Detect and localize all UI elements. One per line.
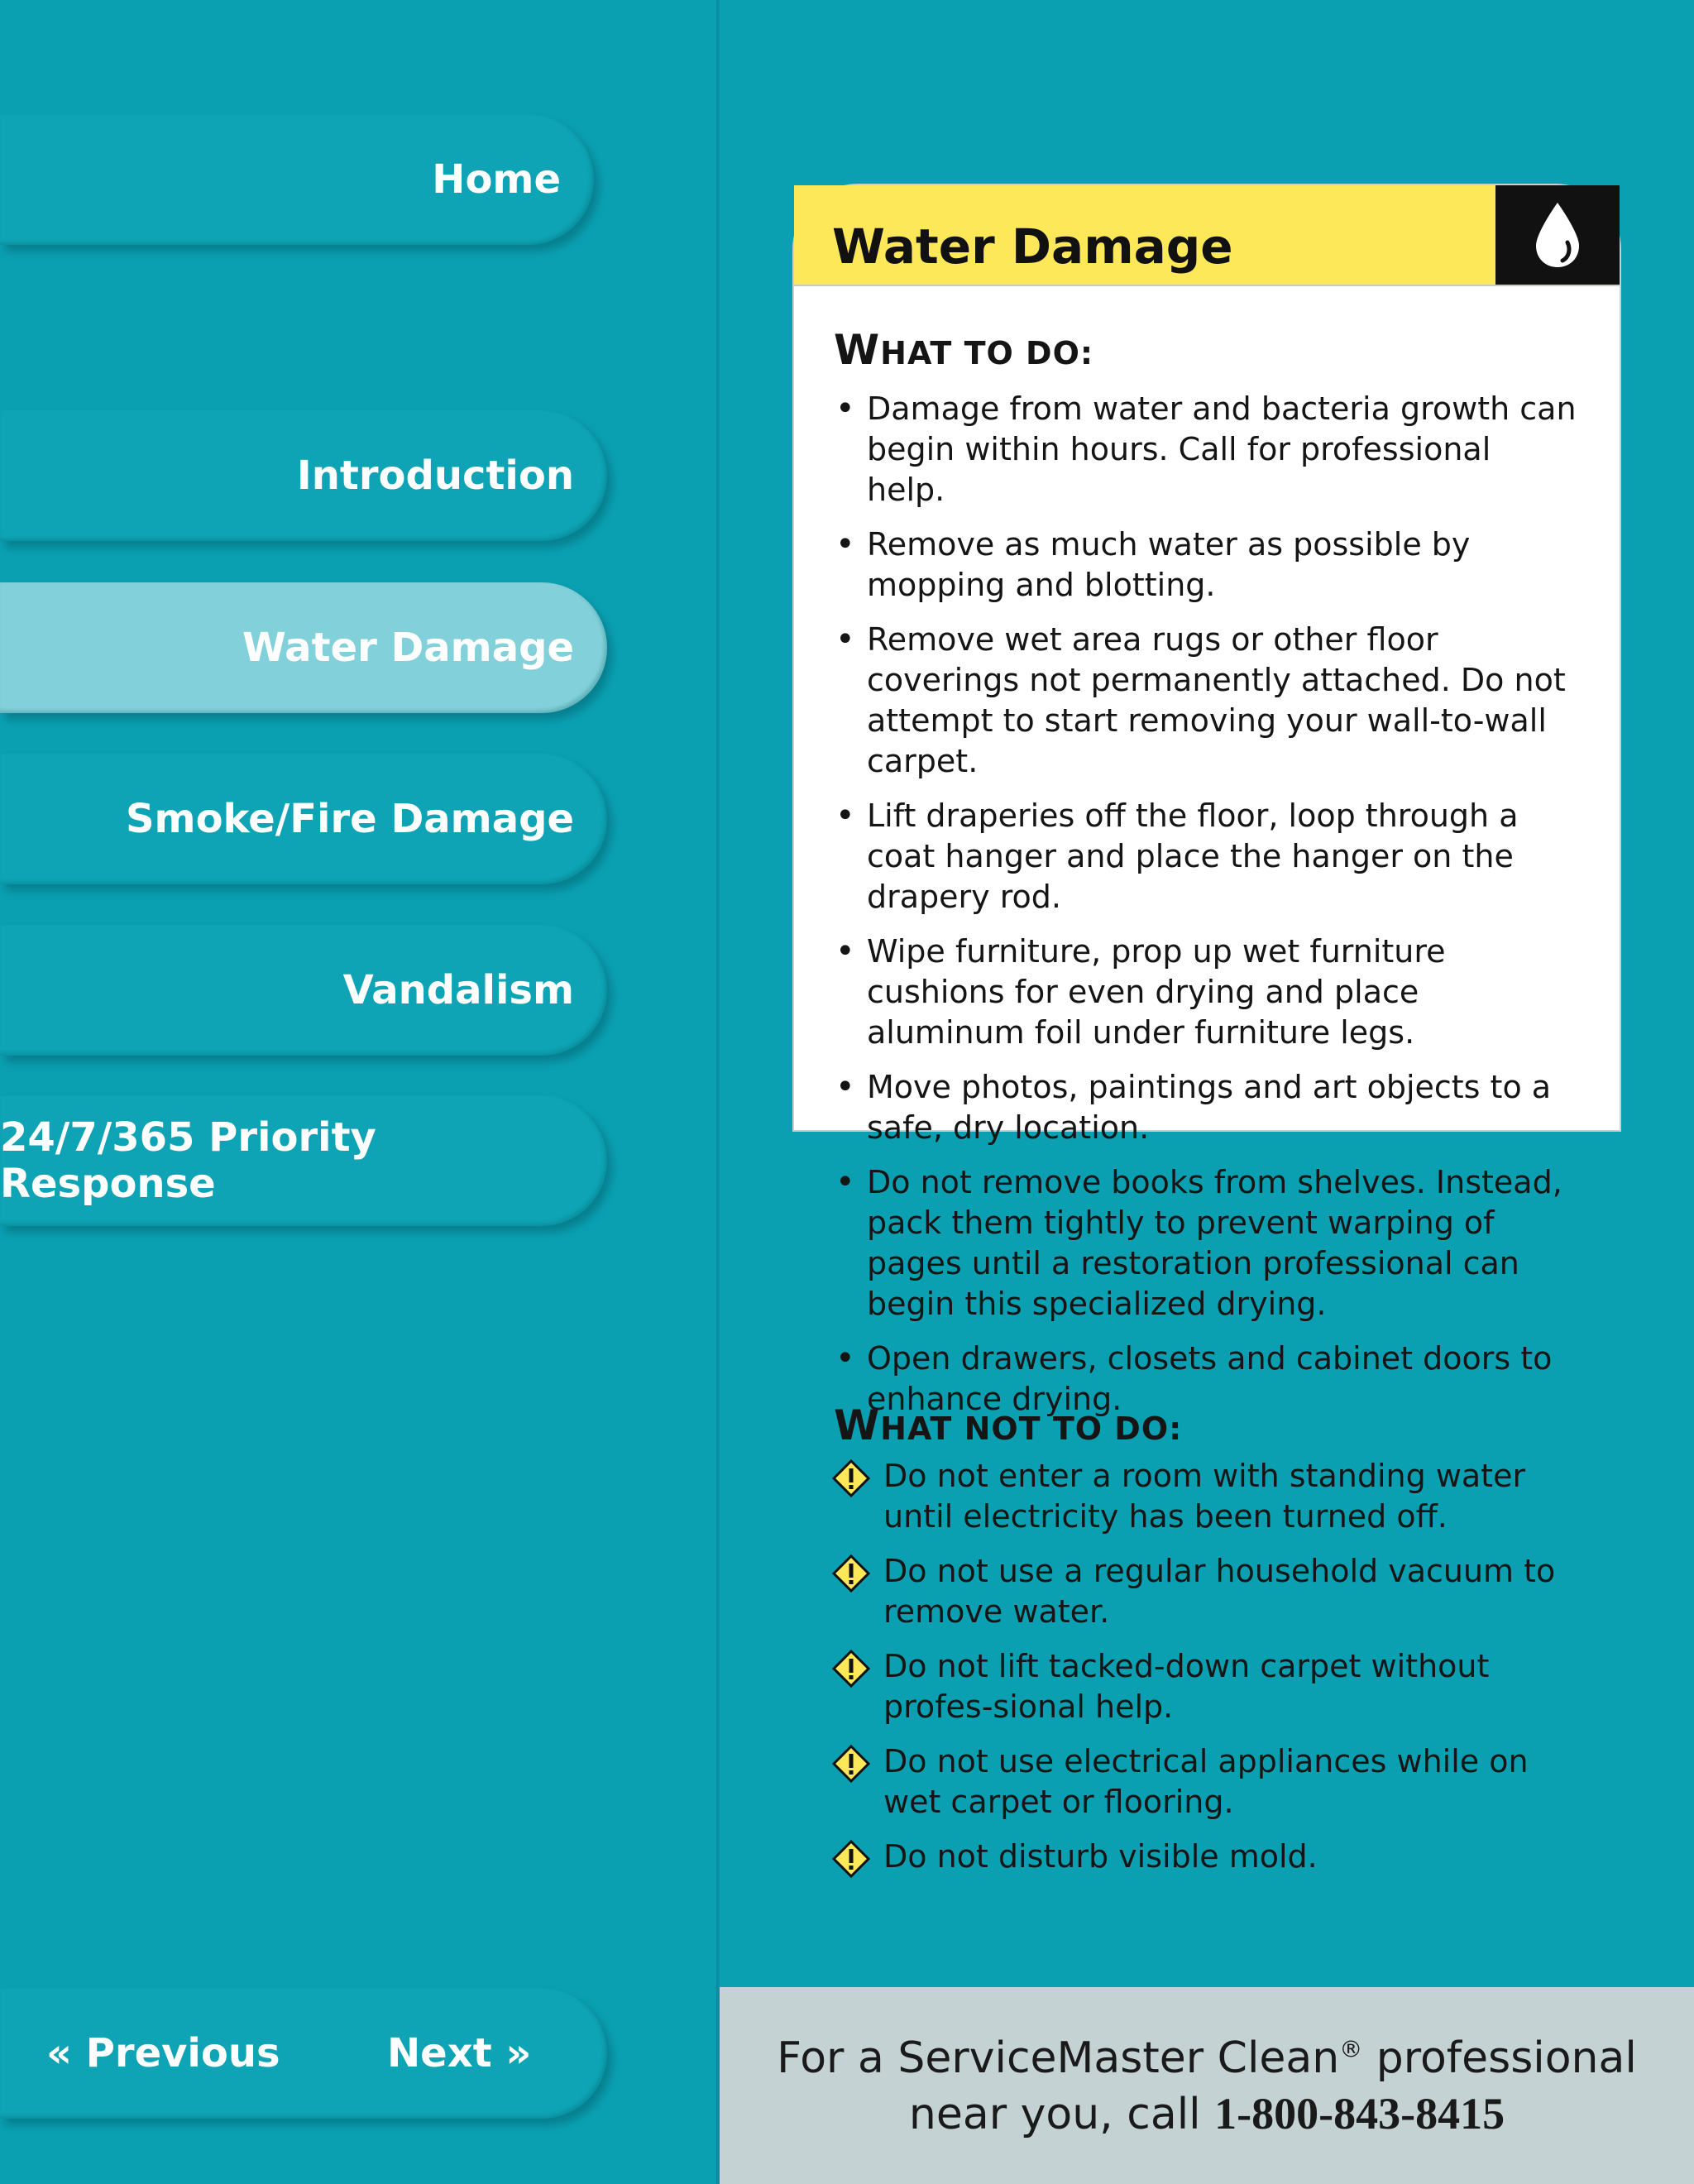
card-header [794,185,1620,286]
card-title: Water Damage [832,218,1233,275]
nav-smoke-fire-button[interactable] [0,754,607,884]
warning-icon [832,1554,870,1592]
water-drop-icon [1495,185,1620,285]
list-item: Do not use electrical appliances while on wet carpet or flooring. [832,1741,1577,1822]
list-item: • Lift draperies off the floor, loop through a coat hanger and place the hanger on the drapery rod. [835,797,1519,915]
list-item: Do not lift tacked-down carpet without profes-sional help. [832,1646,1577,1727]
footer-line-2: near you, call 1-800-843-8415 [908,2089,1505,2139]
warning-icon [832,1459,870,1497]
nav-priority-response-label: 24/7/365 Priority Response [0,1114,376,1207]
nav-water-damage-label: Water Damage [242,625,574,671]
what-not-to-do-list [832,1456,1577,1891]
list-item: • Damage from water and bacteria growth can begin within hours. Call for professional help. [835,390,1577,508]
sidebar-divider [716,0,720,2184]
next-button[interactable]: Next » [387,2030,532,2076]
previous-button[interactable]: « Previous [46,2030,280,2076]
warning-icon [832,1650,870,1688]
nav-introduction-label: Introduction [296,453,574,499]
list-item: • Remove as much water as possible by mopping and blotting. [835,525,1471,603]
nav-home-label: Home [432,156,561,203]
list-item: • Do not remove books from shelves. Instead, pack them tightly to prevent warping of pages until a restoration professional can begin this specialized drying. [835,1163,1562,1322]
list-item: • Remove wet area rugs or other floor coverings not permanently attached. Do not attempt to start removing your wall-to-wall carpet. [835,620,1566,779]
nav-vandalism-button[interactable] [0,925,607,1056]
nav-introduction-button[interactable] [0,410,607,541]
nav-home-button[interactable] [0,114,594,245]
pager [0,1988,607,2119]
list-item: • Wipe furniture, prop up wet furniture cushions for even drying and place aluminum foil under furniture legs. [835,932,1446,1051]
list-item: • Move photos, paintings and art objects to a safe, dry location. [835,1068,1552,1146]
warning-icon [832,1840,870,1878]
nav-water-damage-button[interactable] [0,582,607,713]
nav-smoke-fire-label: Smoke/Fire Damage [125,796,574,842]
footer-line-1: For a ServiceMaster Clean® professional [777,2033,1637,2083]
what-to-do-list [832,389,1577,1434]
list-item: • Open drawers, closets and cabinet doors to enhance drying. [835,1339,1553,1417]
what-not-to-do-heading: WHAT NOT TO DO: [834,1401,1183,1449]
warning-icon [832,1745,870,1783]
what-to-do-heading: WHAT TO DO: [834,326,1094,374]
sidebar [0,0,716,2184]
nav-priority-response-button[interactable] [0,1095,607,1226]
list-item: Do not enter a room with standing water until electricity has been turned off. [832,1456,1577,1537]
list-item: Do not disturb visible mold. [832,1837,1577,1877]
phone-number[interactable]: 1-800-843-8415 [1214,2089,1505,2138]
footer-contact [720,1987,1694,2184]
nav-vandalism-label: Vandalism [342,967,574,1013]
water-damage-card [792,184,1621,1875]
list-item: Do not use a regular household vacuum to remove water. [832,1551,1577,1632]
